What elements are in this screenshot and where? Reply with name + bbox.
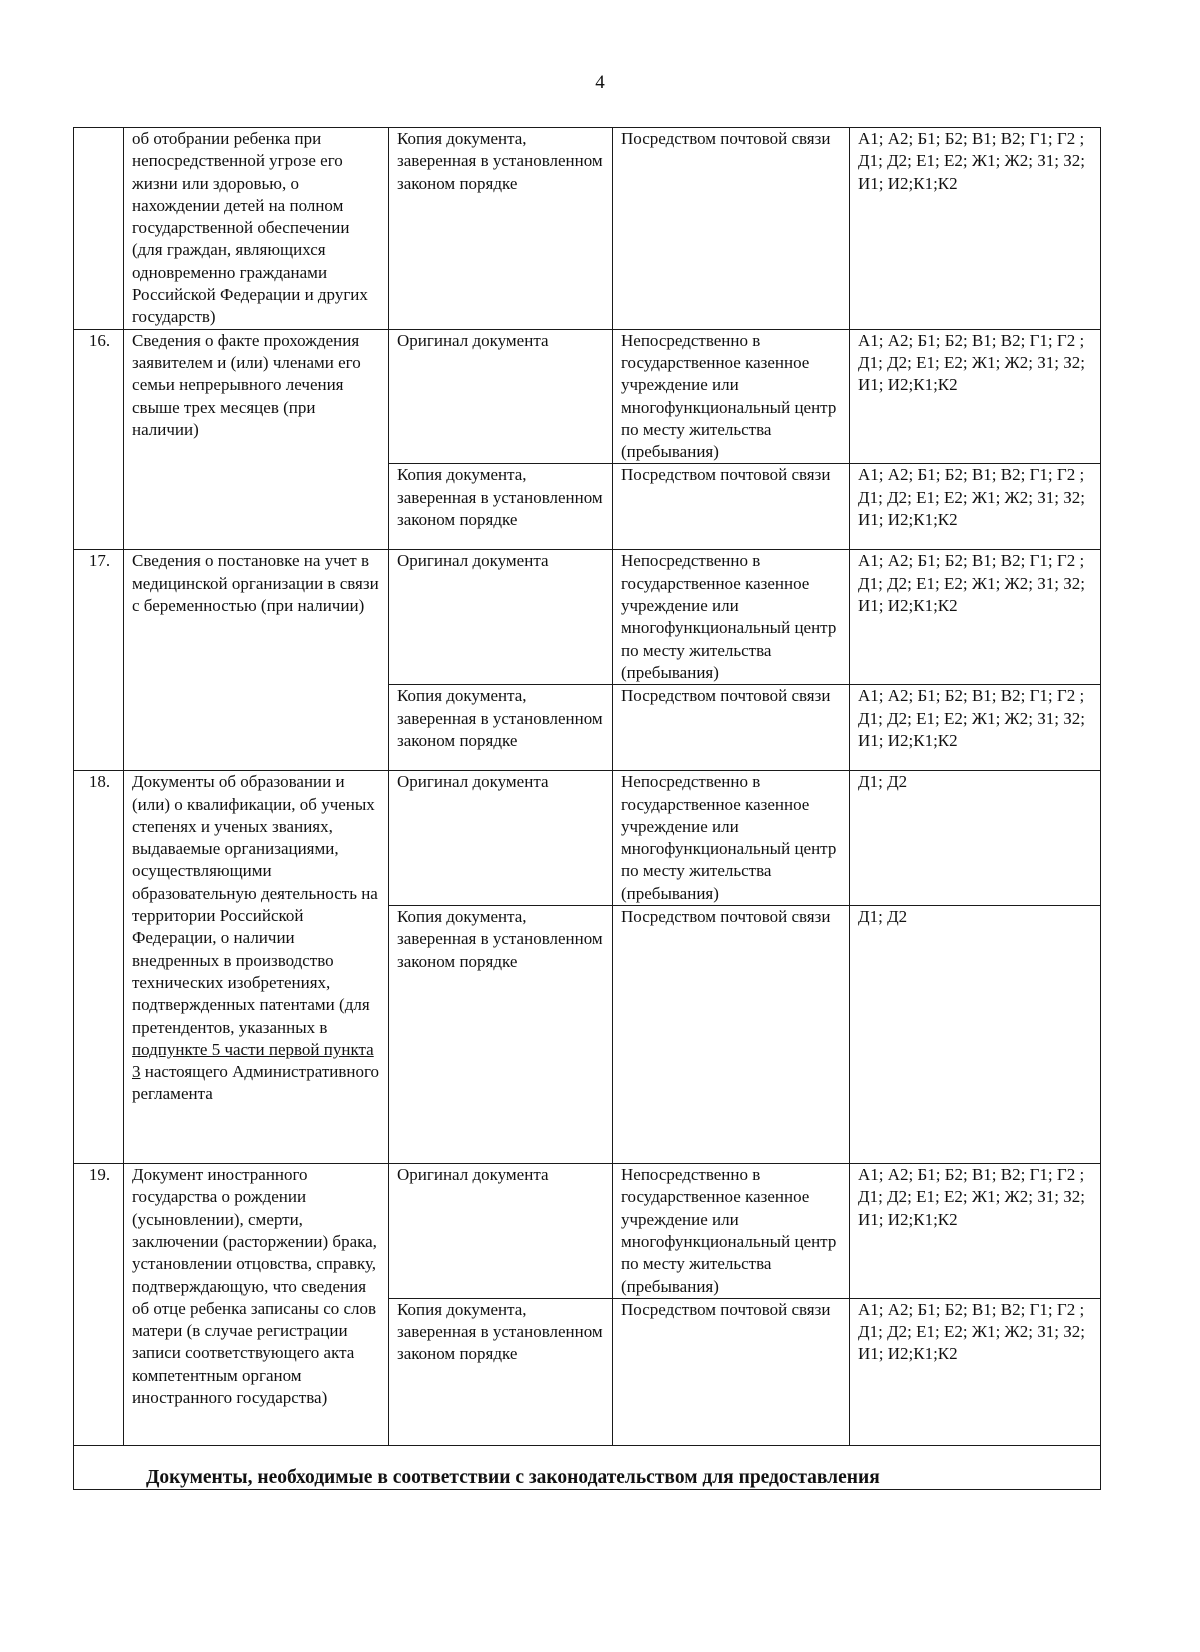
submission-method: Посредством почтовой связи bbox=[613, 1298, 850, 1445]
table-row bbox=[74, 550, 1101, 685]
document-name bbox=[124, 771, 389, 1164]
category-codes: А1; А2; Б1; Б2; В1; В2; Г1; Г2 ; Д1; Д2; Е1; Е2; Ж1; Ж2; З1; З2; И1; И2;К1;К2 bbox=[850, 464, 1101, 550]
documents-table bbox=[73, 127, 1101, 1490]
submission-method: Непосредственно в государственное казенное учреждение или многофункциональный центр по месту жительства (пребывания) bbox=[613, 1164, 850, 1299]
row-number: 18. bbox=[74, 771, 124, 1164]
row-number bbox=[74, 128, 124, 330]
table-row bbox=[74, 1164, 1101, 1299]
document-name: Документ иностранного государства о рождении (усыновлении), смерти, заключении (расторжении) брака, установлении отцовства, справку, подтверждающую, что сведения об отце ребенка записаны со слов матери (в случае регистрации записи соответствующего акта компетентным органом иностранного государства) bbox=[124, 1164, 389, 1446]
category-codes: А1; А2; Б1; Б2; В1; В2; Г1; Г2 ; Д1; Д2; Е1; Е2; Ж1; Ж2; З1; З2; И1; И2;К1;К2 bbox=[850, 128, 1101, 330]
document-name-text: Документы об образовании и (или) о квалификации, об ученых степенях и ученых званиях, выдаваемые организациями, осуществляющими образовательную деятельность на территории Российской Федерации, о наличии внедренных в производство технических изобретениях, подтвержденных патентами (для претендентов, указанных в bbox=[132, 772, 378, 1037]
submission-method: Посредством почтовой связи bbox=[613, 464, 850, 550]
table-row bbox=[74, 128, 1101, 330]
category-codes: А1; А2; Б1; Б2; В1; В2; Г1; Г2 ; Д1; Д2; Е1; Е2; Ж1; Ж2; З1; З2; И1; И2;К1;К2 bbox=[850, 550, 1101, 685]
document-form: Оригинал документа bbox=[389, 771, 613, 906]
submission-method: Непосредственно в государственное казенное учреждение или многофункциональный центр по месту жительства (пребывания) bbox=[613, 771, 850, 906]
section-heading: Документы, необходимые в соответствии с законодательством для предоставления bbox=[146, 1466, 880, 1488]
submission-method: Непосредственно в государственное казенное учреждение или многофункциональный центр по месту жительства (пребывания) bbox=[613, 550, 850, 685]
document-form: Оригинал документа bbox=[389, 1164, 613, 1299]
page-number: 4 bbox=[595, 72, 605, 93]
regulation-reference-link[interactable]: подпункте 5 части первой пункта 3 bbox=[132, 1039, 374, 1082]
document-form: Оригинал документа bbox=[389, 329, 613, 464]
document-form: Копия документа, заверенная в установленном законом порядке bbox=[389, 1298, 613, 1445]
submission-method: Непосредственно в государственное казенное учреждение или многофункциональный центр по месту жительства (пребывания) bbox=[613, 329, 850, 464]
table-row bbox=[74, 771, 1101, 906]
submission-method: Посредством почтовой связи bbox=[613, 906, 850, 1164]
row-number: 17. bbox=[74, 550, 124, 771]
submission-method: Посредством почтовой связи bbox=[613, 685, 850, 771]
submission-method: Посредством почтовой связи bbox=[613, 128, 850, 330]
row-number: 16. bbox=[74, 329, 124, 550]
document-form: Копия документа, заверенная в установленном законом порядке bbox=[389, 685, 613, 771]
category-codes: Д1; Д2 bbox=[850, 906, 1101, 1164]
document-form: Оригинал документа bbox=[389, 550, 613, 685]
category-codes: А1; А2; Б1; Б2; В1; В2; Г1; Г2 ; Д1; Д2; Е1; Е2; Ж1; Ж2; З1; З2; И1; И2;К1;К2 bbox=[850, 685, 1101, 771]
section-heading-cell bbox=[74, 1445, 1101, 1489]
row-number: 19. bbox=[74, 1164, 124, 1446]
table-row bbox=[74, 329, 1101, 464]
document-name: Сведения о постановке на учет в медицинской организации в связи с беременностью (при наличии) bbox=[124, 550, 389, 771]
document-name: об отобрании ребенка при непосредственной угрозе его жизни или здоровью, о нахождении детей на полном государственной обеспечении (для граждан, являющихся одновременно гражданами Российской Федерации и других государств) bbox=[124, 128, 389, 330]
category-codes: А1; А2; Б1; Б2; В1; В2; Г1; Г2 ; Д1; Д2; Е1; Е2; Ж1; Ж2; З1; З2; И1; И2;К1;К2 bbox=[850, 1298, 1101, 1445]
category-codes: Д1; Д2 bbox=[850, 771, 1101, 906]
document-name: Сведения о факте прохождения заявителем и (или) членами его семьи непрерывного лечения свыше трех месяцев (при наличии) bbox=[124, 329, 389, 550]
document-form: Копия документа, заверенная в установленном законом порядке bbox=[389, 464, 613, 550]
document-name-text: настоящего Административного регламента bbox=[132, 1062, 380, 1104]
section-heading-row bbox=[74, 1445, 1101, 1489]
document-form: Копия документа, заверенная в установленном законом порядке bbox=[389, 128, 613, 330]
document-form: Копия документа, заверенная в установленном законом порядке bbox=[389, 906, 613, 1164]
category-codes: А1; А2; Б1; Б2; В1; В2; Г1; Г2 ; Д1; Д2; Е1; Е2; Ж1; Ж2; З1; З2; И1; И2;К1;К2 bbox=[850, 1164, 1101, 1299]
category-codes: А1; А2; Б1; Б2; В1; В2; Г1; Г2 ; Д1; Д2; Е1; Е2; Ж1; Ж2; З1; З2; И1; И2;К1;К2 bbox=[850, 329, 1101, 464]
